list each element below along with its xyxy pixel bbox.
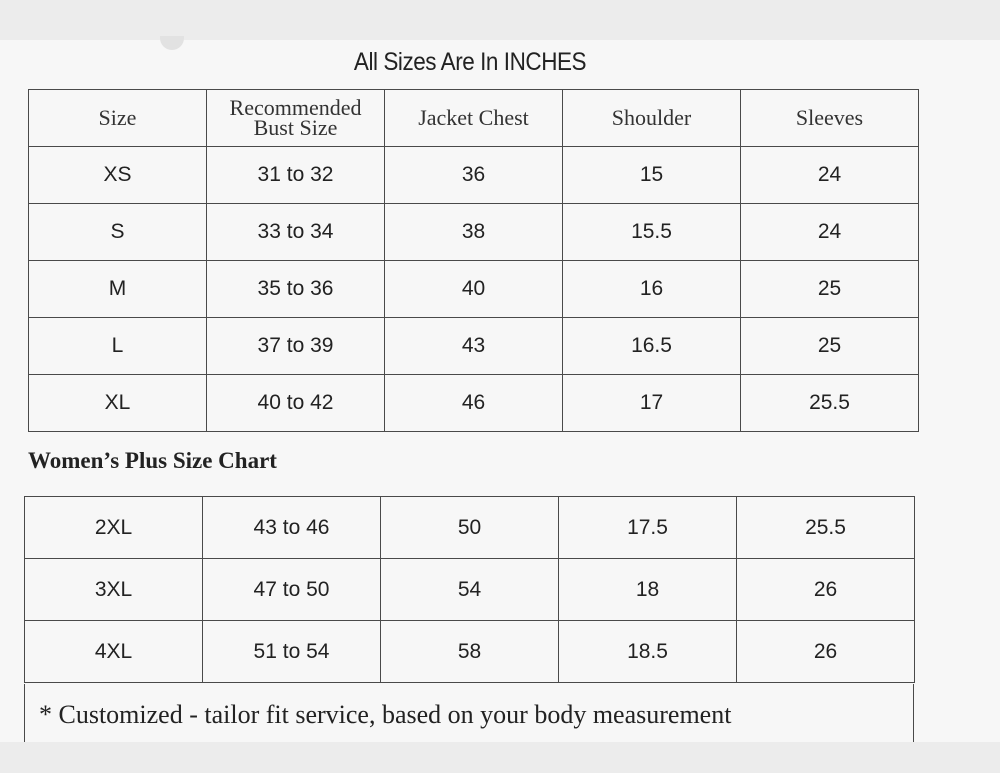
- table-cell: 38: [385, 204, 563, 261]
- bottom-bar: [0, 742, 1000, 773]
- table-row: [29, 318, 919, 375]
- table-cell: 17.5: [559, 497, 737, 559]
- page-title: All Sizes Are In INCHES: [353, 48, 587, 76]
- table-cell: 24: [741, 204, 919, 261]
- table-cell: 16: [563, 261, 741, 318]
- table-cell: 47 to 50: [203, 559, 381, 621]
- table-cell: 46: [385, 375, 563, 432]
- table-row: [29, 147, 919, 204]
- table-cell: 33 to 34: [207, 204, 385, 261]
- customization-note: * Customized - tailor fit service, based on your body measurement: [24, 684, 914, 742]
- table-cell: 58: [381, 621, 559, 683]
- table-cell: 54: [381, 559, 559, 621]
- plus-size-heading: Women’s Plus Size Chart: [28, 448, 277, 473]
- header-bust: Recommended Bust Size: [207, 90, 385, 147]
- table-row: [25, 621, 915, 683]
- table-cell: 2XL: [25, 497, 203, 559]
- table-row: [29, 261, 919, 318]
- table-row: [25, 559, 915, 621]
- table-cell: 17: [563, 375, 741, 432]
- table-cell: 36: [385, 147, 563, 204]
- top-bar: [0, 0, 1000, 40]
- table-cell: XL: [29, 375, 207, 432]
- table-row: [29, 204, 919, 261]
- table-row: [25, 497, 915, 559]
- table-cell: 25.5: [741, 375, 919, 432]
- table-cell: 43: [385, 318, 563, 375]
- table-cell: 15.5: [563, 204, 741, 261]
- table-cell: 43 to 46: [203, 497, 381, 559]
- table-cell: 4XL: [25, 621, 203, 683]
- table-cell: S: [29, 204, 207, 261]
- table-cell: 25: [741, 318, 919, 375]
- table-cell: 40 to 42: [207, 375, 385, 432]
- table-row: [29, 375, 919, 432]
- table-cell: 31 to 32: [207, 147, 385, 204]
- header-size: Size: [29, 90, 207, 147]
- table-header-row: [29, 90, 919, 147]
- table-cell: 25.5: [737, 497, 915, 559]
- table-cell: 18.5: [559, 621, 737, 683]
- table-cell: 3XL: [25, 559, 203, 621]
- table-cell: L: [29, 318, 207, 375]
- table-cell: 50: [381, 497, 559, 559]
- header-shoulder: Shoulder: [563, 90, 741, 147]
- table-cell: 16.5: [563, 318, 741, 375]
- table-cell: 25: [741, 261, 919, 318]
- table-cell: 24: [741, 147, 919, 204]
- table-cell: 26: [737, 621, 915, 683]
- main-size-table: [28, 89, 919, 432]
- table-cell: 37 to 39: [207, 318, 385, 375]
- table-cell: 26: [737, 559, 915, 621]
- table-cell: 51 to 54: [203, 621, 381, 683]
- header-sleeves: Sleeves: [741, 90, 919, 147]
- table-cell: 40: [385, 261, 563, 318]
- table-cell: 18: [559, 559, 737, 621]
- table-cell: XS: [29, 147, 207, 204]
- table-cell: 35 to 36: [207, 261, 385, 318]
- table-cell: 15: [563, 147, 741, 204]
- table-cell: M: [29, 261, 207, 318]
- plus-size-table: [24, 496, 915, 683]
- header-jacket-chest: Jacket Chest: [385, 90, 563, 147]
